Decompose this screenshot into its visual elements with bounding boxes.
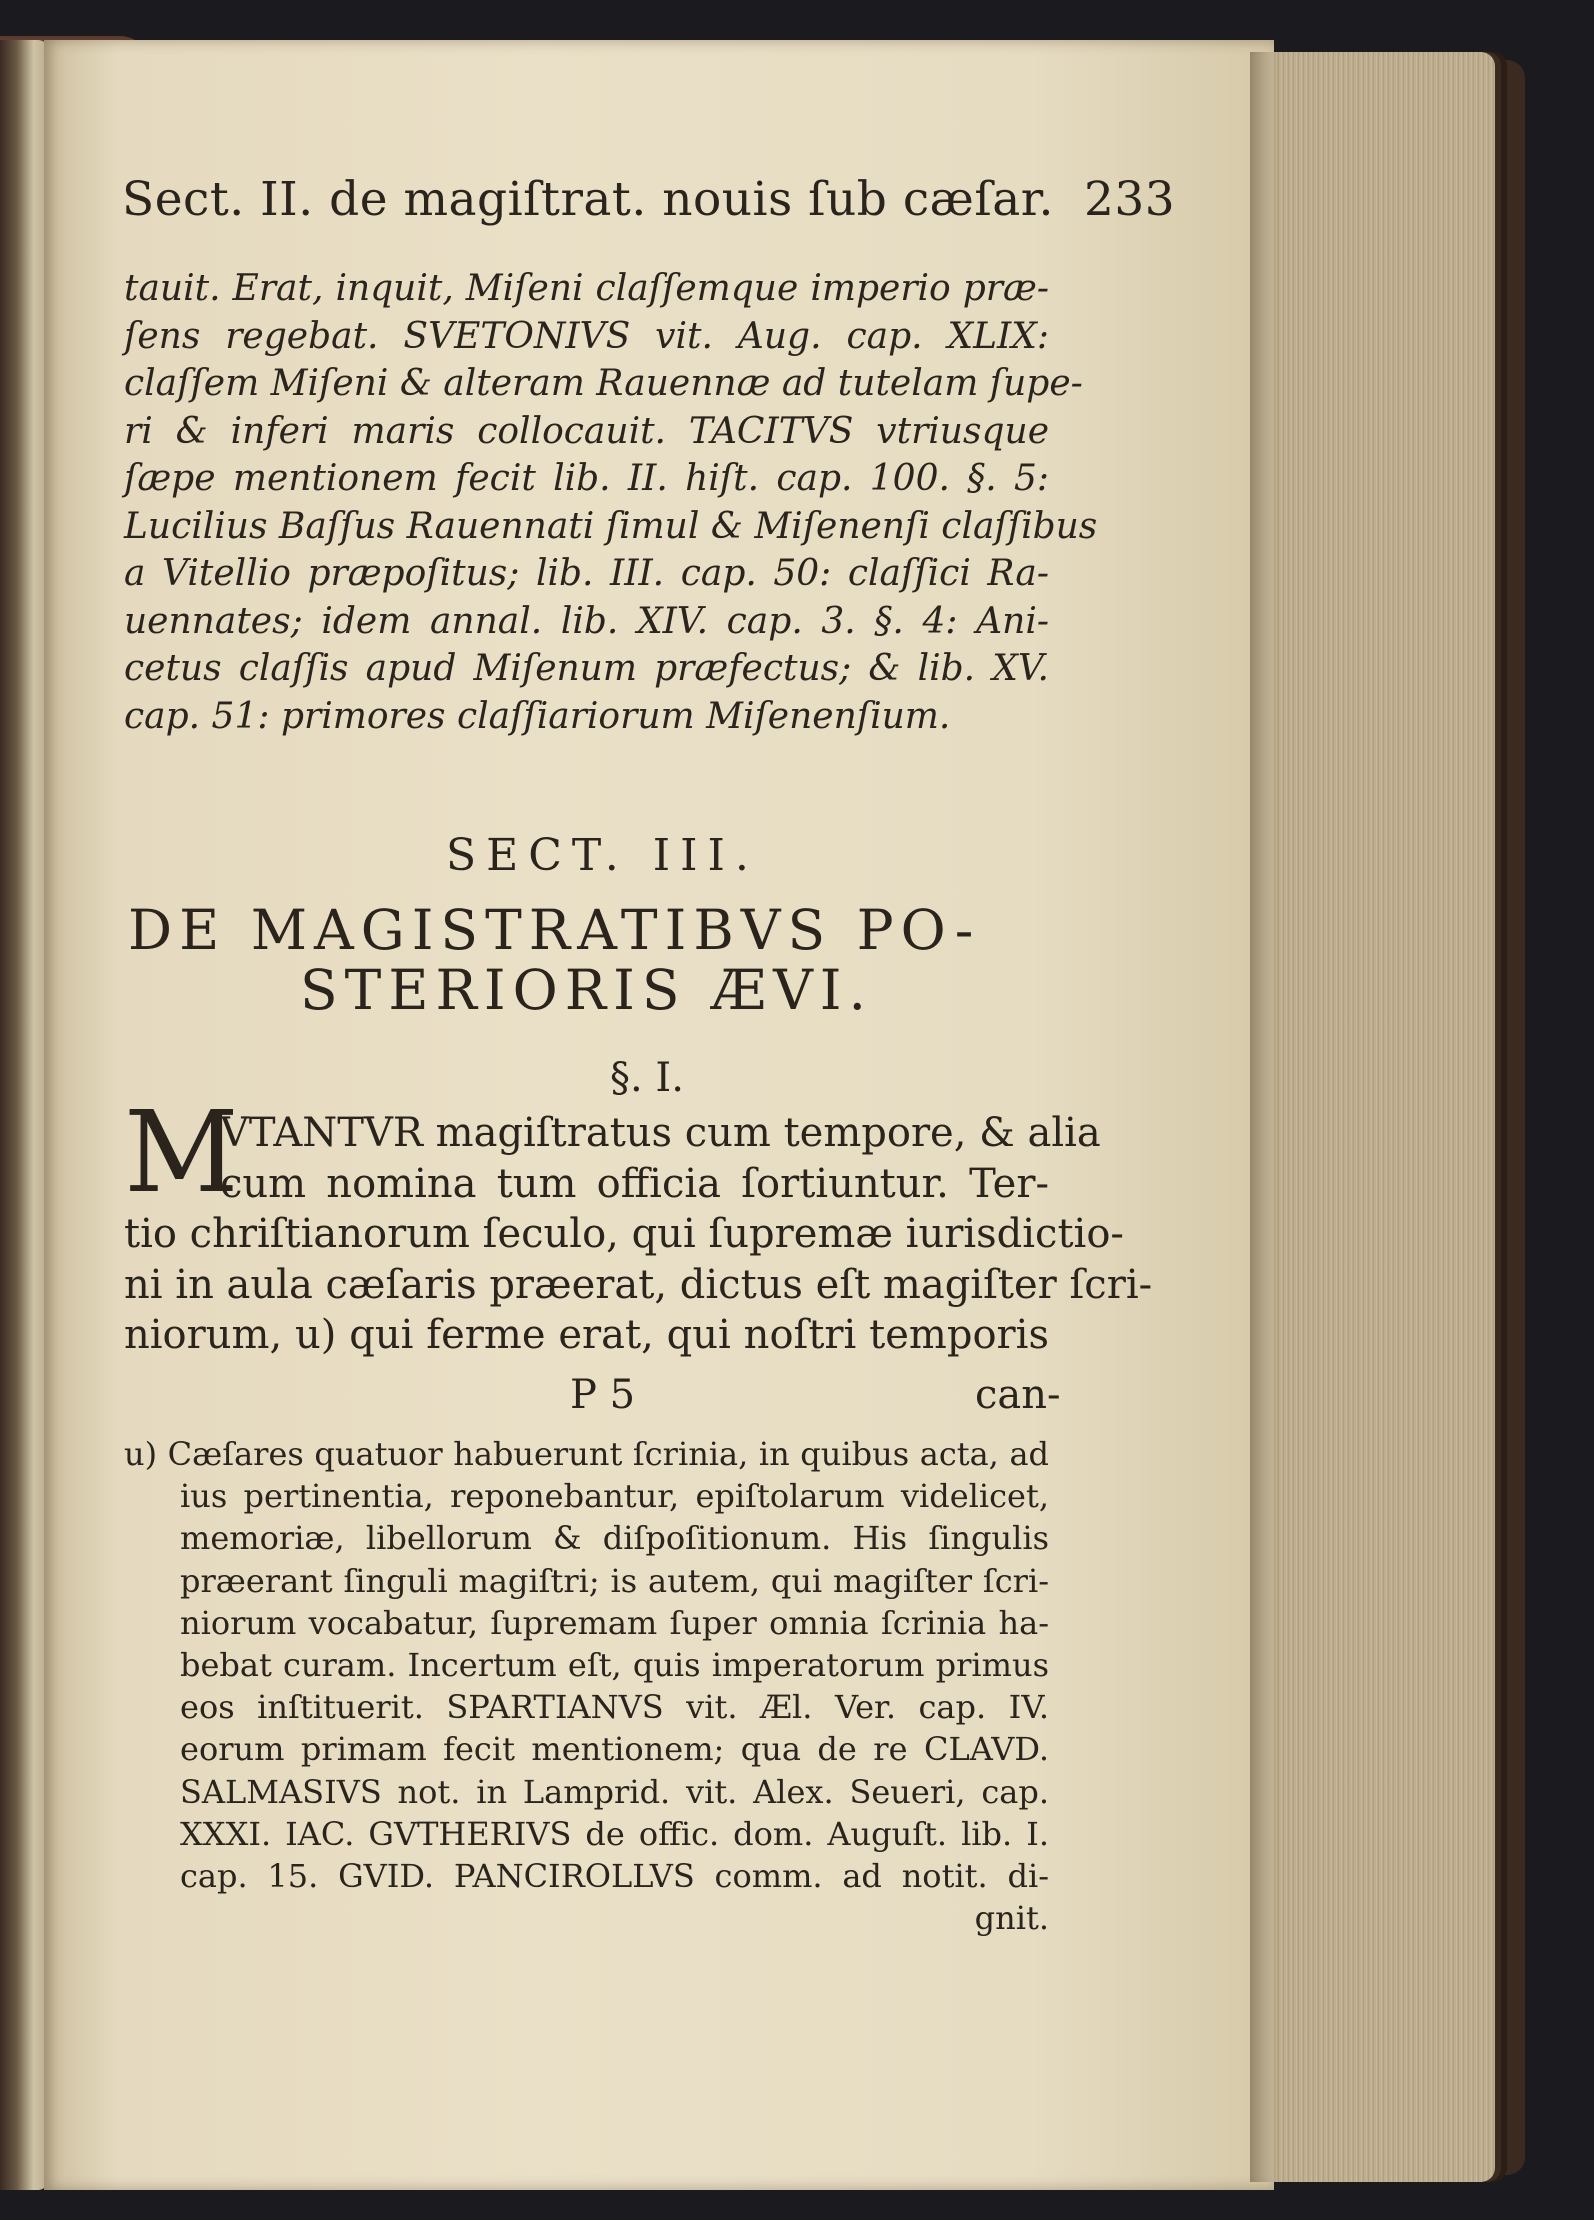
- section-label: SECT. III.: [446, 830, 759, 881]
- text-line: ri & inferi maris collocauit. TACITVS vtriusque: [124, 410, 1049, 452]
- catchword: can-: [975, 1372, 1061, 1418]
- text-line: cetus claſſis apud Miſenum præfectus; & lib. XV.: [124, 648, 1049, 689]
- page-number: 233: [1083, 172, 1176, 227]
- text-line: claſſem Miſeni & alteram Rauennæ ad tutelam ſupe-: [124, 363, 1083, 404]
- text-line: ſens regebat. SVETONIVS vit. Aug. cap. XLIX:: [124, 315, 1049, 357]
- text-line: ſæpe mentionem fecit lib. II. hiſt. cap. 100. §. 5:: [124, 458, 1049, 499]
- book-cover-edge: [1495, 60, 1525, 2175]
- footnote-line: memoriæ, libellorum & diſpoſitionum. His ſingulis: [180, 1519, 1049, 1558]
- footnote-line: u) Cæſares quatuor habuerunt ſcrinia, in quibus acta, ad: [124, 1435, 1049, 1473]
- running-head-text: Sect. II. de magiſtrat. nouis ſub cæſar.: [122, 172, 1054, 227]
- footnote-line: gnit.: [974, 1899, 1049, 1938]
- text-line: cap. 51: primores claſſiariorum Miſenenſium.: [124, 695, 951, 737]
- running-head: [122, 172, 1175, 227]
- footnote-line: cap. 15. GVID. PANCIROLLVS comm. ad notit. di-: [180, 1857, 1049, 1896]
- footnote-line: ius pertinentia, reponebantur, epiſtolarum videlicet,: [180, 1477, 1049, 1516]
- main-text-block: [124, 1108, 1153, 1361]
- footnote-block: [124, 1433, 1049, 1939]
- top-text-block: [124, 265, 1098, 740]
- section-title-line2: STERIORIS ÆVI.: [300, 958, 874, 1022]
- drop-cap: M: [124, 1088, 239, 1218]
- page-block-fore-edge: [1250, 52, 1495, 2182]
- text-line: niorum, u) qui ferme erat, qui noſtri temporis: [124, 1312, 1049, 1358]
- footnote-line: præerant ſinguli magiſtri; is autem, qui magiſter ſcri-: [180, 1561, 1049, 1600]
- text-line: ni in aula cæſaris præerat, dictus eſt magiſter ſcri-: [124, 1261, 1153, 1308]
- text-line: tauit. Erat, inquit, Miſeni claſſemque imperio præ-: [124, 268, 1049, 309]
- footnote-line: eos inſtituerit. SPARTIANVS vit. Æl. Ver. cap. IV.: [180, 1688, 1049, 1727]
- text-line: a Vitellio præpoſitus; lib. III. cap. 50: claſſici Ra-: [124, 553, 1049, 594]
- text-line: cum nomina tum officia ſortiuntur. Ter-: [220, 1160, 1049, 1207]
- text-line: uennates; idem annal. lib. XIV. cap. 3. §. 4: Ani-: [124, 600, 1049, 642]
- footnote-line: eorum primam fecit mentionem; qua de re CLAVD.: [180, 1730, 1049, 1769]
- page-edge-shadow: [1250, 52, 1280, 2182]
- footnote-line: SALMASIVS not. in Lamprid. vit. Alex. Seueri, cap.: [180, 1772, 1049, 1811]
- paragraph-mark: §. I.: [610, 1055, 684, 1101]
- facing-page-edge: [0, 40, 48, 2190]
- signature-mark: P 5: [570, 1372, 636, 1418]
- footnote-line: bebat curam. Incertum eſt, quis imperatorum primus: [180, 1646, 1049, 1685]
- footnote-line: XXXI. IAC. GVTHERIVS de offic. dom. Auguſt. lib. I.: [180, 1814, 1049, 1853]
- text-line: tio chriſtianorum ſeculo, qui ſupremæ iurisdictio-: [124, 1211, 1124, 1257]
- text-line: Lucilius Baſſus Rauennati ſimul & Miſenenſi claſſibus: [124, 505, 1098, 547]
- section-title-line1: DE MAGISTRATIBVS PO-: [128, 898, 981, 962]
- footnote-line: niorum vocabatur, ſupremam ſuper omnia ſcrinia ha-: [180, 1603, 1049, 1642]
- text-line: VTANTVR magiſtratus cum tempore, & alia: [220, 1110, 1101, 1156]
